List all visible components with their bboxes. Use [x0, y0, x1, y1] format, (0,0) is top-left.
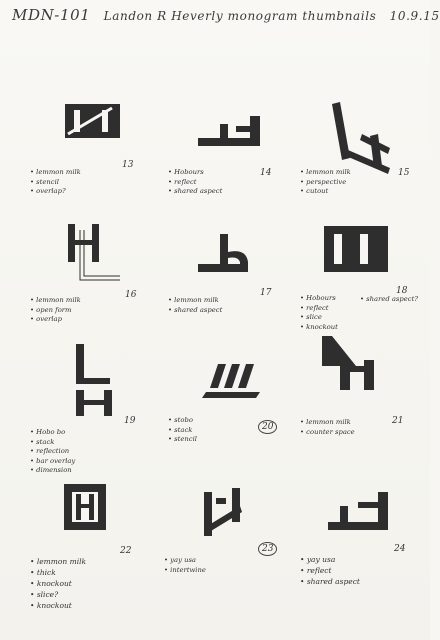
monogram-sketch-16: [40, 222, 155, 282]
note: • reflect: [300, 565, 360, 576]
note: • lemmon milk: [168, 296, 222, 306]
notes-list: [168, 416, 197, 445]
monogram-sketch-15: [310, 96, 425, 176]
thumbnail-number: 18: [396, 286, 408, 296]
note: • yay usa: [164, 556, 206, 566]
note: • knockout: [300, 323, 338, 333]
notes-list: [168, 296, 222, 315]
note: • reflection: [30, 447, 75, 457]
note: • stencil: [30, 178, 81, 188]
monogram-sketch-22: [40, 480, 155, 540]
notes-list: [30, 556, 86, 611]
course-code: MDN-101: [12, 6, 91, 24]
monogram-sketch-13: [40, 96, 155, 156]
note: • Hobours: [168, 168, 222, 178]
note: • knockout: [30, 600, 86, 611]
monogram-sketch-19: [40, 340, 155, 420]
thumbnail-number: 15: [398, 168, 410, 178]
thumbnail-21: [300, 332, 430, 480]
note: • lemmon milk: [300, 418, 355, 428]
note: • Hobo bo: [30, 428, 75, 438]
thumbnail-24: [300, 488, 430, 636]
thumbnail-20: [168, 352, 298, 500]
note: • lemmon milk: [300, 168, 351, 178]
thumbnail-23: [164, 484, 294, 632]
side-note-text: shared aspect?: [366, 295, 418, 303]
note: • knockout: [30, 578, 86, 589]
notes-list: [30, 168, 81, 197]
thumbnail-22: [30, 480, 160, 628]
monogram-sketch-23: [174, 484, 289, 544]
thumbnail-17: [168, 222, 298, 370]
note: • counter space: [300, 428, 355, 438]
monogram-sketch-14: [178, 96, 293, 156]
note: • overlap: [30, 315, 81, 325]
thumbnail-number: 24: [394, 544, 406, 554]
note: • dimension: [30, 466, 75, 476]
thumbnail-number: 17: [260, 288, 272, 298]
note: • reflect: [300, 304, 338, 314]
note: • shared aspect: [168, 306, 222, 316]
note: • stack: [168, 426, 197, 436]
thumbnail-number: 19: [124, 416, 136, 426]
notes-list: [30, 428, 75, 476]
note: • slice: [300, 313, 338, 323]
thumbnail-number: 22: [120, 546, 132, 556]
note: • intertwine: [164, 566, 206, 576]
note: • bar overlay: [30, 457, 75, 467]
notes-list: [300, 418, 355, 437]
note: • overlap?: [30, 187, 81, 197]
thumbnail-number: 21: [392, 416, 404, 426]
notes-list: [300, 554, 360, 587]
note: • yay usa: [300, 554, 360, 565]
note: • stencil: [168, 435, 197, 445]
thumbnail-number: 14: [260, 168, 272, 178]
page-title: Landon R Heverly monogram thumbnails: [103, 9, 377, 23]
thumbnail-number: 23: [258, 542, 277, 556]
thumbnail-number: 20: [258, 420, 277, 434]
note: • perspective: [300, 178, 351, 188]
notes-list: [300, 294, 338, 332]
note: • cutout: [300, 187, 351, 197]
side-note: • shared aspect?: [360, 295, 418, 303]
note: • lemmon milk: [30, 296, 81, 306]
note: • slice?: [30, 589, 86, 600]
notes-list: [300, 168, 351, 197]
thumbnail-number: 13: [122, 160, 134, 170]
note: • shared aspect: [300, 576, 360, 587]
note: • reflect: [168, 178, 222, 188]
monogram-sketch-21: [310, 332, 425, 402]
monogram-sketch-20: [178, 352, 293, 412]
page-date: 10.9.15: [389, 9, 440, 23]
note: • stack: [30, 438, 75, 448]
note: • stobo: [168, 416, 197, 426]
note: • thick: [30, 567, 86, 578]
notes-list: [30, 296, 81, 325]
note: • shared aspect: [168, 187, 222, 197]
note: • lemmon milk: [30, 556, 86, 567]
note: • lemmon milk: [30, 168, 81, 178]
thumbnail-number: 16: [125, 290, 137, 300]
thumbnail-19: [30, 340, 160, 488]
notes-list: [164, 556, 206, 575]
monogram-sketch-24: [310, 488, 425, 548]
monogram-sketch-18: [310, 222, 425, 282]
page-header: [12, 6, 440, 32]
note: • Hobours: [300, 294, 338, 304]
monogram-sketch-17: [178, 222, 293, 282]
notes-list: [168, 168, 222, 197]
note: • open form: [30, 306, 81, 316]
